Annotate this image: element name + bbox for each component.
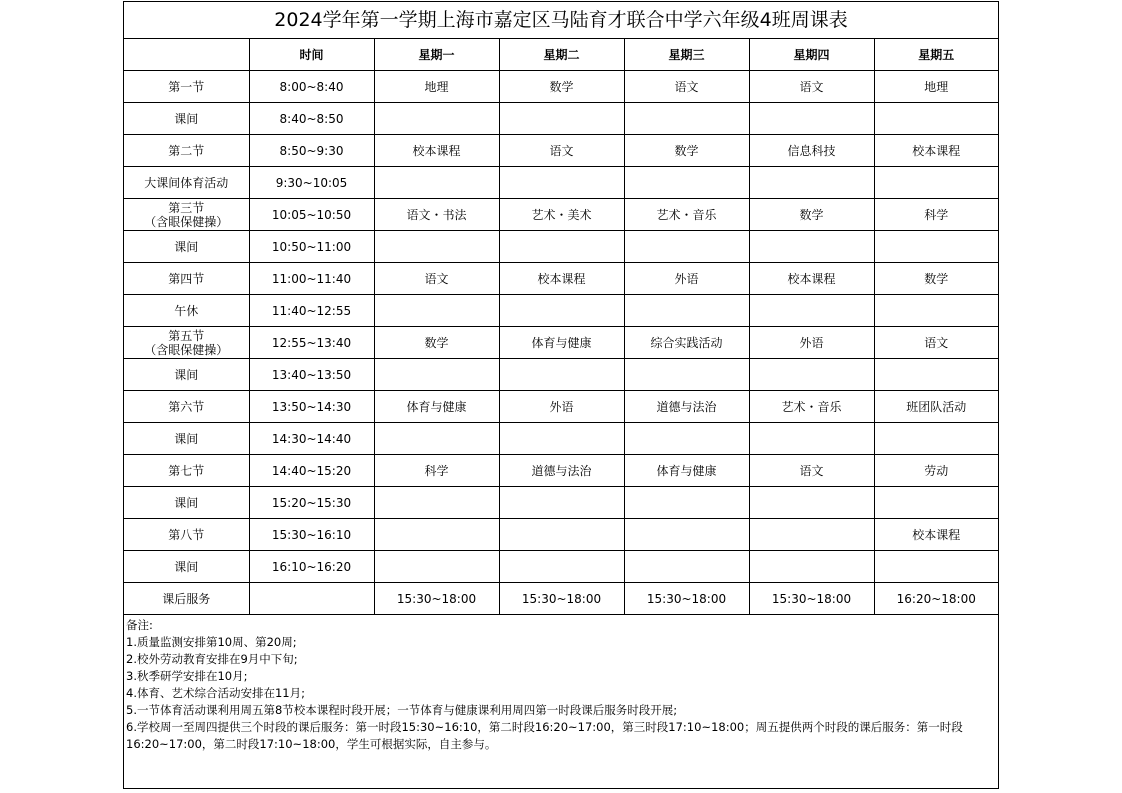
- header-day-thursday: 星期四: [749, 39, 874, 71]
- service-cell: 15:30~18:00: [749, 583, 874, 615]
- subject-cell: 语文: [874, 327, 998, 359]
- period-cell: [124, 455, 249, 487]
- service-time: [249, 583, 374, 615]
- header-day-tuesday: 星期二: [499, 39, 624, 71]
- subject-cell: 班团队活动: [874, 391, 998, 423]
- subject-cell: [624, 423, 749, 455]
- subject-cell: [499, 231, 624, 263]
- header-row: [124, 39, 998, 71]
- period-cell: [124, 391, 249, 423]
- subject-cell: [499, 167, 624, 199]
- header-time: 时间: [249, 39, 374, 71]
- subject-cell: [749, 487, 874, 519]
- note-item: 1.质量监测安排第10周、第20周;: [126, 635, 297, 649]
- period-cell: [124, 327, 249, 359]
- time-cell: 10:50~11:00: [249, 231, 374, 263]
- subject-cell: 校本课程: [499, 263, 624, 295]
- subject-cell: [499, 487, 624, 519]
- subject-cell: [499, 359, 624, 391]
- period-cell: [124, 519, 249, 551]
- subject-cell: [624, 295, 749, 327]
- schedule-table: [124, 39, 998, 615]
- period-label: 第七节: [168, 463, 205, 478]
- header-day-friday: 星期五: [874, 39, 998, 71]
- table-row: [124, 295, 998, 327]
- time-cell: 14:30~14:40: [249, 423, 374, 455]
- subject-cell: [499, 103, 624, 135]
- subject-cell: 道德与法治: [624, 391, 749, 423]
- time-cell: 15:30~16:10: [249, 519, 374, 551]
- subject-cell: [374, 551, 499, 583]
- time-cell: 8:00~8:40: [249, 71, 374, 103]
- time-cell: 9:30~10:05: [249, 167, 374, 199]
- subject-cell: [374, 423, 499, 455]
- subject-cell: 数学: [499, 71, 624, 103]
- subject-cell: [749, 167, 874, 199]
- subject-cell: 语文・书法: [374, 199, 499, 231]
- period-cell: [124, 71, 249, 103]
- subject-cell: 语文: [374, 263, 499, 295]
- period-cell: [124, 135, 249, 167]
- subject-cell: [374, 487, 499, 519]
- period-cell: [124, 295, 249, 327]
- subject-cell: 外语: [624, 263, 749, 295]
- subject-cell: [624, 359, 749, 391]
- header-day-wednesday: 星期三: [624, 39, 749, 71]
- subject-cell: 数学: [749, 199, 874, 231]
- table-row: [124, 487, 998, 519]
- period-cell: [124, 487, 249, 519]
- subject-cell: [874, 487, 998, 519]
- subject-cell: [749, 231, 874, 263]
- table-row: [124, 455, 998, 487]
- header-day-monday: 星期一: [374, 39, 499, 71]
- time-cell: 14:40~15:20: [249, 455, 374, 487]
- subject-cell: 艺术・音乐: [624, 199, 749, 231]
- subject-cell: [499, 295, 624, 327]
- subject-cell: 信息科技: [749, 135, 874, 167]
- period-label: 课间: [174, 111, 199, 126]
- subject-cell: [749, 519, 874, 551]
- timetable-sheet: [123, 1, 999, 789]
- subject-cell: [874, 231, 998, 263]
- table-row: [124, 199, 998, 231]
- subject-cell: [624, 167, 749, 199]
- period-cell: [124, 103, 249, 135]
- period-label: 第三节: [168, 200, 205, 215]
- subject-cell: [374, 295, 499, 327]
- time-cell: 12:55~13:40: [249, 327, 374, 359]
- table-row: [124, 551, 998, 583]
- period-label: 第二节: [168, 143, 205, 158]
- table-row: [124, 167, 998, 199]
- subject-cell: 校本课程: [874, 135, 998, 167]
- subject-cell: 劳动: [874, 455, 998, 487]
- table-row: [124, 135, 998, 167]
- note-item: 3.秋季研学安排在10月;: [126, 669, 248, 683]
- note-item: 6.学校周一至周四提供三个时段的课后服务：第一时段15:30~16:10，第二时段16:20~17:00，第三时段17:10~18:00；周五提供两个时段的课后服务：第一时段16:20~17:00，第二时段17:10~18:00，学生可根据实际，自主参与。: [126, 720, 963, 751]
- subject-cell: 数学: [624, 135, 749, 167]
- period-label: 第八节: [168, 527, 205, 542]
- page-title: 2024学年第一学期上海市嘉定区马陆育才联合中学六年级4班周课表: [124, 2, 998, 39]
- subject-cell: [749, 295, 874, 327]
- time-cell: 13:50~14:30: [249, 391, 374, 423]
- subject-cell: [499, 519, 624, 551]
- notes-heading: 备注:: [126, 618, 153, 632]
- subject-cell: 数学: [374, 327, 499, 359]
- note-item: 5.一节体育活动课利用周五第8节校本课程时段开展；一节体育与健康课利用周四第一时段课后服务时段开展;: [126, 703, 678, 717]
- period-label: 第四节: [168, 271, 205, 286]
- subject-cell: [749, 103, 874, 135]
- period-label: 第六节: [168, 399, 205, 414]
- service-cell: 15:30~18:00: [624, 583, 749, 615]
- table-row: [124, 71, 998, 103]
- subject-cell: [749, 423, 874, 455]
- subject-cell: 体育与健康: [374, 391, 499, 423]
- subject-cell: 体育与健康: [624, 455, 749, 487]
- period-label: 第五节: [168, 328, 205, 343]
- period-cell: [124, 551, 249, 583]
- subject-cell: 校本课程: [874, 519, 998, 551]
- period-cell: [124, 167, 249, 199]
- period-label: 课间: [174, 431, 199, 446]
- service-cell: 16:20~18:00: [874, 583, 998, 615]
- time-cell: 8:50~9:30: [249, 135, 374, 167]
- subject-cell: [874, 423, 998, 455]
- subject-cell: [874, 295, 998, 327]
- subject-cell: 地理: [374, 71, 499, 103]
- subject-cell: [374, 231, 499, 263]
- subject-cell: 道德与法治: [499, 455, 624, 487]
- subject-cell: 语文: [749, 71, 874, 103]
- subject-cell: 科学: [374, 455, 499, 487]
- subject-cell: 综合实践活动: [624, 327, 749, 359]
- time-cell: 13:40~13:50: [249, 359, 374, 391]
- table-row: [124, 231, 998, 263]
- schedule-body: [124, 71, 998, 615]
- period-cell: [124, 199, 249, 231]
- subject-cell: [374, 103, 499, 135]
- time-cell: 8:40~8:50: [249, 103, 374, 135]
- subject-cell: [499, 551, 624, 583]
- subject-cell: 体育与健康: [499, 327, 624, 359]
- time-cell: 10:05~10:50: [249, 199, 374, 231]
- period-label: 课间: [174, 367, 199, 382]
- period-note: （含眼保健操）: [144, 214, 229, 229]
- subject-cell: [749, 359, 874, 391]
- subject-cell: [624, 551, 749, 583]
- table-row: [124, 423, 998, 455]
- table-row: [124, 519, 998, 551]
- period-cell: [124, 231, 249, 263]
- period-cell: [124, 263, 249, 295]
- subject-cell: [374, 519, 499, 551]
- subject-cell: 艺术・音乐: [749, 391, 874, 423]
- subject-cell: [374, 359, 499, 391]
- period-label: 大课间体育活动: [144, 175, 229, 190]
- table-row: [124, 103, 998, 135]
- subject-cell: [874, 167, 998, 199]
- period-cell: [124, 423, 249, 455]
- subject-cell: 语文: [499, 135, 624, 167]
- service-cell: 15:30~18:00: [499, 583, 624, 615]
- period-label: 课间: [174, 559, 199, 574]
- time-cell: 11:00~11:40: [249, 263, 374, 295]
- table-row: [124, 391, 998, 423]
- subject-cell: [624, 487, 749, 519]
- time-cell: 16:10~16:20: [249, 551, 374, 583]
- subject-cell: 校本课程: [749, 263, 874, 295]
- period-note: （含眼保健操）: [144, 342, 229, 357]
- period-label: 课间: [174, 495, 199, 510]
- note-item: 2.校外劳动教育安排在9月中下旬;: [126, 652, 298, 666]
- subject-cell: 外语: [499, 391, 624, 423]
- subject-cell: [874, 103, 998, 135]
- subject-cell: [624, 519, 749, 551]
- notes-section: [124, 615, 998, 753]
- period-cell: [124, 359, 249, 391]
- period-label: 课间: [174, 239, 199, 254]
- subject-cell: 艺术・美术: [499, 199, 624, 231]
- subject-cell: 科学: [874, 199, 998, 231]
- service-label: 课后服务: [124, 583, 249, 615]
- table-row: [124, 327, 998, 359]
- subject-cell: 地理: [874, 71, 998, 103]
- period-label: 午休: [174, 303, 199, 318]
- subject-cell: [749, 551, 874, 583]
- subject-cell: [624, 231, 749, 263]
- subject-cell: 语文: [624, 71, 749, 103]
- period-label: 第一节: [168, 79, 205, 94]
- subject-cell: [624, 103, 749, 135]
- time-cell: 15:20~15:30: [249, 487, 374, 519]
- subject-cell: [874, 359, 998, 391]
- table-row: [124, 263, 998, 295]
- subject-cell: [374, 167, 499, 199]
- subject-cell: 外语: [749, 327, 874, 359]
- subject-cell: [499, 423, 624, 455]
- service-row: [124, 583, 998, 615]
- table-row: [124, 359, 998, 391]
- service-cell: 15:30~18:00: [374, 583, 499, 615]
- subject-cell: 数学: [874, 263, 998, 295]
- note-item: 4.体育、艺术综合活动安排在11月;: [126, 686, 305, 700]
- subject-cell: 语文: [749, 455, 874, 487]
- time-cell: 11:40~12:55: [249, 295, 374, 327]
- header-blank: [124, 39, 249, 71]
- subject-cell: [874, 551, 998, 583]
- subject-cell: 校本课程: [374, 135, 499, 167]
